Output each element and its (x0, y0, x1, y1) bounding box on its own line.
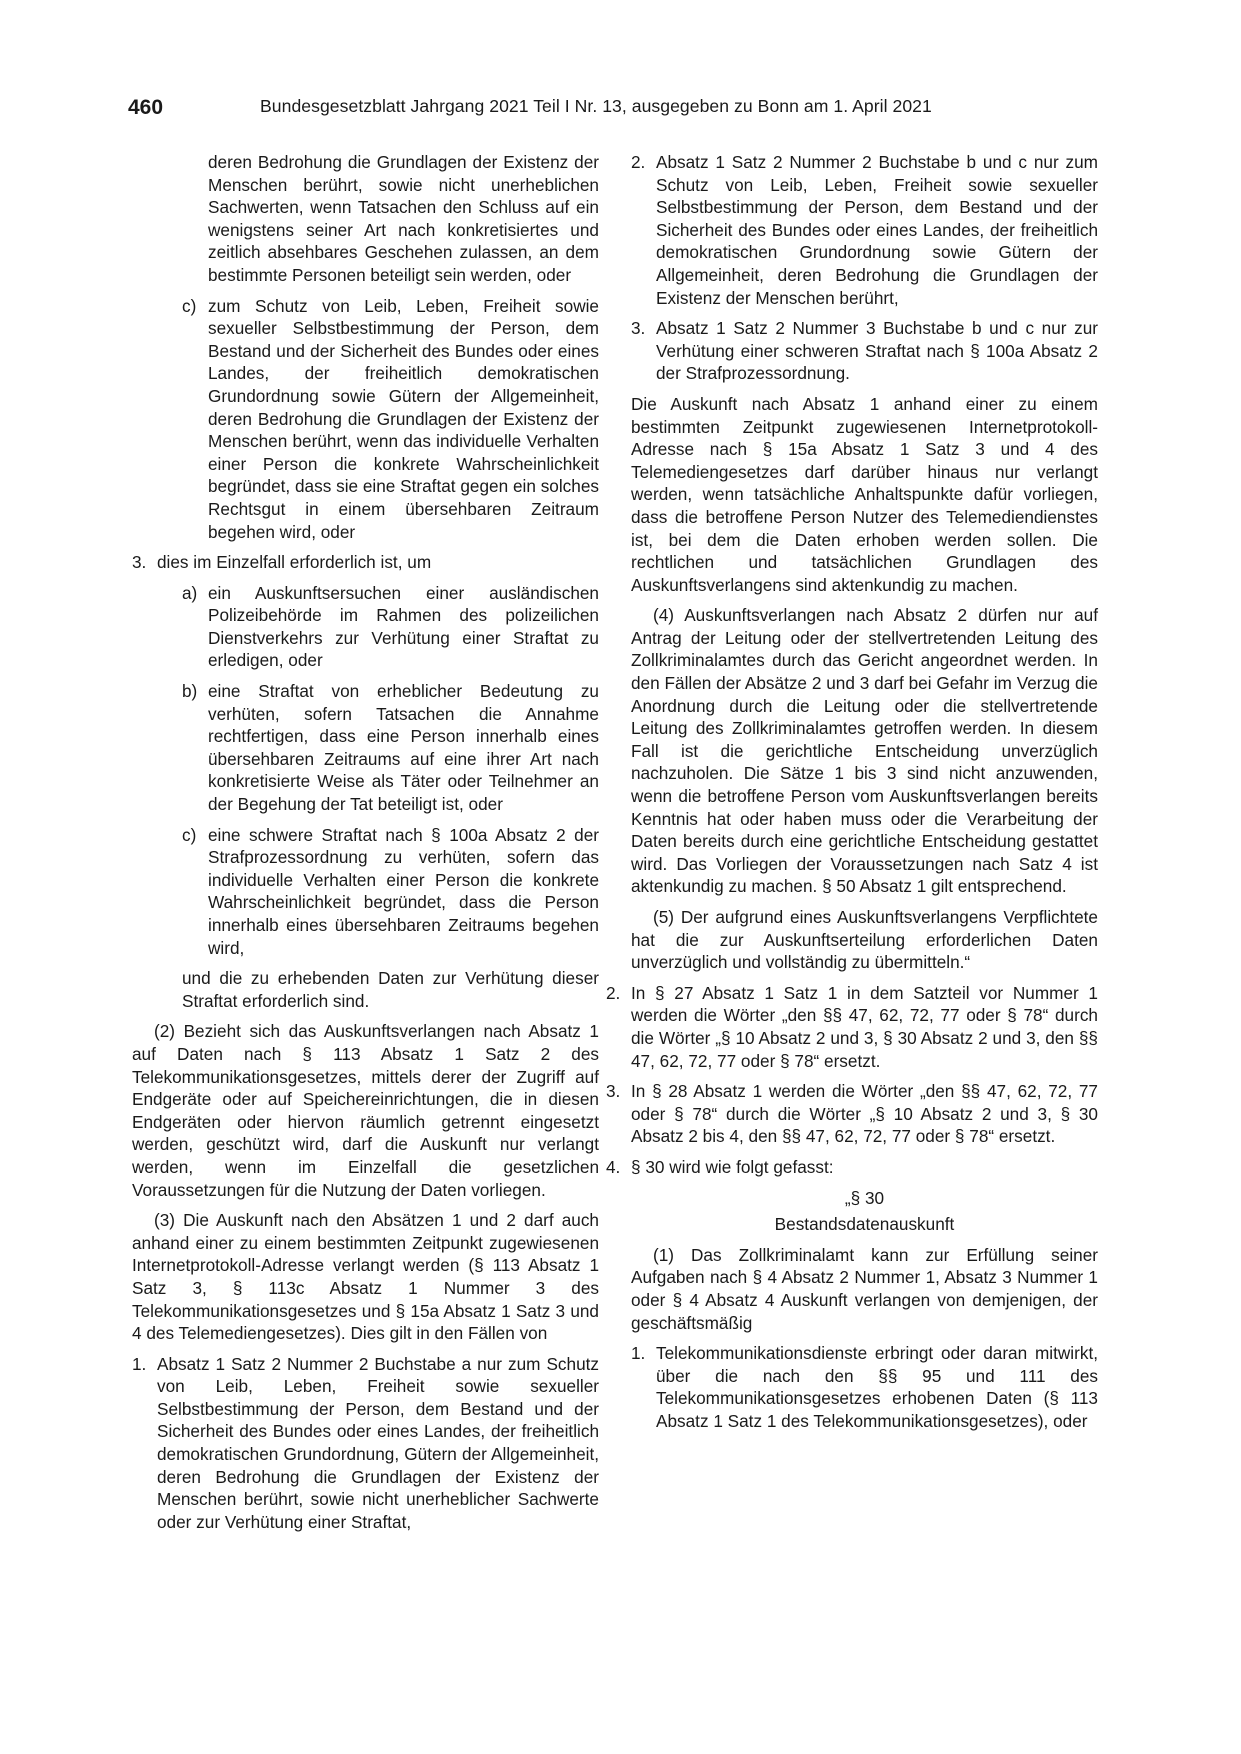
amendment-4 (606, 1156, 1098, 1179)
paragraph-ip: Die Auskunft nach Absatz 1 anhand einer zu einem bestimmten Zeitpunkt zugewiesenen Internetprotokoll-Adresse nach § 15a Absatz 1 Satz 3 und 4 des Telemediengesetzes darf darüber hinaus nur verlangt werden, wenn tatsächliche Anhaltspunkte dafür vorliegen, dass die betroffene Person Nutzer des Telemediendienstes ist, bei dem die Daten erhoben werden sollen. Die rechtlichen und tatsächlichen Grundlagen des Auskunftsverlangens sind aktenkundig zu machen. (631, 393, 1098, 595)
item-text: zum Schutz von Leib, Leben, Freiheit sowie sexueller Selbstbestimmung der Person, dem Bestand und der Sicherheit des Bundes oder eines Landes, der freiheitlich demokratischen Grundordnung sowie Gütern der Allgemeinheit, deren Bedrohung die Grundlagen der Existenz der Menschen berührt, wenn das individuelle Verhalten einer Person die konkrete Wahrscheinlichkeit begründet, dass sie eine Straftat gegen ein solches Rechtsgut in einem übersehbaren Zeitraum begehen wird, oder (208, 295, 599, 542)
case-2 (631, 151, 1098, 309)
item-label: 1. (132, 1353, 147, 1374)
item-3a (157, 582, 599, 672)
item-3 (132, 551, 599, 574)
item-label: a) (182, 582, 198, 603)
item-text: eine schwere Straftat nach § 100a Absatz 2 der Strafprozessordnung zu verhüten, sofern das individuelle Verhalten einer Person die konkrete Wahrscheinlichkeit begründet, dass die Person innerhalb eines übersehbaren Zeitraums begehen wird, (208, 824, 599, 958)
page-number: 460 (128, 96, 164, 119)
case-3 (631, 317, 1098, 385)
section-number: „§ 30 (844, 1187, 885, 1208)
case-1 (132, 1353, 599, 1534)
item-text: und die zu erhebenden Daten zur Verhütung dieser Straftat erforderlich sind. (182, 968, 599, 1011)
item-c (157, 295, 599, 544)
item-text: deren Bedrohung die Grundlagen der Existenz der Menschen berührt, sowie nicht unerheblichen Sachwerten, wenn Tatsachen den Schluss auf ein wenigstens seiner Art nach konkretisiertes und zeitlich absehbares Geschehen zulassen, an dem bestimmte Personen beteiligt sein werden, oder (208, 152, 599, 285)
item-text: § 30 wird wie folgt gefasst: (631, 1156, 834, 1177)
left-column (132, 151, 599, 1541)
page-header (128, 96, 983, 126)
item-label: 3. (132, 552, 147, 573)
item-text: eine Straftat von erheblicher Bedeutung zu verhüten, sofern Tatsachen die Annahme rechtfertigen, dass eine Person innerhalb eines übersehbaren Zeitraums auf eine ihrer Art nach konkretisierte Weise als Täter oder Teilnehmer an der Begehung der Tat beteiligt ist, oder (208, 681, 599, 815)
item-text: dies im Einzelfall erforderlich ist, um (157, 552, 432, 573)
item-text: In § 28 Absatz 1 werden die Wörter „den §§ 47, 62, 72, 77 oder § 78“ durch die Wörter „§ 10 Absatz 2 und 3, § 30 Absatz 2 bis 4, den §§ 47, 62, 72, 77 oder § 78“ ersetzt. (631, 1081, 1098, 1147)
item-3b (157, 680, 599, 816)
amendment-3 (606, 1080, 1098, 1148)
item-label: c) (182, 295, 197, 316)
item-3c (157, 824, 599, 960)
item-label: b) (182, 681, 198, 702)
item-text: Absatz 1 Satz 2 Nummer 2 Buchstabe b und c nur zum Schutz von Leib, Leben, Freiheit sowie sexueller Selbstbestimmung der Person, dem Bestand und der Sicherheit des Bundes oder eines Landes, der freiheitlich demokratischen Grundordnung sowie Gütern der Allgemeinheit, deren Bedrohung die Grundlagen der Existenz der Menschen berührt, (656, 152, 1098, 308)
section-title: Bestandsdatenauskunft (774, 1214, 955, 1235)
item-text: Absatz 1 Satz 2 Nummer 2 Buchstabe a nur zum Schutz von Leib, Leben, Freiheit sowie sexueller Selbstbestimmung der Person, dem Bestand und der Sicherheit des Bundes oder eines Landes, der freiheitlich demokratischen Grundordnung, Gütern der Allgemeinheit, deren Bedrohung die Grundlagen der Existenz der Menschen berührt, sowie nicht unerheblicher Sachwerte oder zur Verhütung einer Straftat, (157, 1353, 599, 1532)
paragraph-abs4: (4) Auskunftsverlangen nach Absatz 2 dürfen nur auf Antrag der Leitung oder der stellvertretenden Leitung des Zollkriminalamtes durch das Gericht angeordnet werden. In den Fällen der Absätze 2 und 3 darf bei Gefahr im Verzug die Anordnung durch die Leitung oder die stellvertretende Leitung des Zollkriminalamtes getroffen werden. In diesem Fall ist die gerichtliche Entscheidung unverzüglich nachzuholen. Die Sätze 1 bis 3 sind nicht anzuwenden, wenn die betroffene Person vom Auskunftsverlangen bereits Kenntnis hat oder haben muss oder die Verarbeitung der Daten bereits durch eine gerichtliche Entscheidung gestattet wird. Das Vorliegen der Voraussetzungen nach Satz 4 ist aktenkundig zu machen. § 50 Absatz 1 gilt entsprechend. (631, 605, 1098, 897)
item-text: In § 27 Absatz 1 Satz 1 in dem Satzteil vor Nummer 1 werden die Wörter „den §§ 47, 62, 72, 77 oder § 78“ durch die Wörter „§ 10 Absatz 2 und 3, § 30 Absatz 2 und 3, den §§ 47, 62, 72, 77 oder § 78“ ersetzt. (631, 982, 1098, 1071)
item-text: ein Auskunftsersuchen einer ausländischen Polizeibehörde im Rahmen des polizeilichen Dienstverkehrs zur Verhütung einer Straftat zu erledigen, oder (208, 582, 599, 671)
item-label: 1. (631, 1343, 646, 1364)
right-column (606, 151, 1098, 1440)
item-b-continuation (157, 151, 599, 287)
paragraph-s30-abs1: (1) Das Zollkriminalamt kann zur Erfüllung seiner Aufgaben nach § 4 Absatz 2 Nummer 1, Absatz 3 Nummer 1 oder § 4 Absatz 4 Auskunft verlangen von demjenigen, der geschäftsmäßig (631, 1244, 1098, 1333)
item-label: 2. (631, 152, 646, 172)
running-title: Bundesgesetzblatt Jahrgang 2021 Teil I Nr. 13, ausgegeben zu Bonn am 1. April 2021 (260, 96, 932, 116)
item-3-tail (157, 967, 599, 1012)
s30-item-1 (631, 1342, 1098, 1432)
item-label: 4. (606, 1156, 621, 1177)
item-label: 2. (606, 982, 621, 1003)
item-text: Telekommunikationsdienste erbringt oder daran mitwirkt, über die nach den §§ 95 und 111 des Telekommunikationsgesetzes erhobenen Daten (§ 113 Absatz 1 Satz 1 des Telekommunikationsgesetzes), oder (656, 1343, 1098, 1431)
paragraph-abs3: (3) Die Auskunft nach den Absätzen 1 und 2 darf auch anhand einer zu einem bestimmten Zeitpunkt zugewiesenen Internetprotokoll-Adresse verlangt werden (§ 113 Absatz 1 Satz 3, § 113c Absatz 1 Nummer 3 des Telekommunikationsgesetzes und § 15a Absatz 1 Satz 3 und 4 des Telemediengesetzes). Dies gilt in den Fällen von (132, 1210, 599, 1344)
amendment-2 (606, 982, 1098, 1072)
item-label: c) (182, 824, 197, 845)
item-text: Absatz 1 Satz 2 Nummer 3 Buchstabe b und c nur zur Verhütung einer schweren Straftat nach § 100a Absatz 2 der Strafprozessordnung. (656, 318, 1098, 384)
paragraph-abs2: (2) Bezieht sich das Auskunftsverlangen nach Absatz 1 auf Daten nach § 113 Absatz 1 Satz 2 des Telekommunikationsgesetzes, mittels derer der Zugriff auf Endgeräte oder auf Speichereinrichtungen, die in diesen Endgeräten oder hiervon räumlich getrennt eingesetzt werden, geschützt wird, darf die Auskunft nur verlangt werden, wenn im Einzelfall die gesetzlichen Voraussetzungen für die Nutzung der Daten vorliegen. (132, 1021, 599, 1200)
item-label: 3. (606, 1081, 621, 1102)
item-label: 3. (631, 318, 646, 339)
paragraph-abs5: (5) Der aufgrund eines Auskunftsverlangens Verpflichtete hat die zur Auskunftserteilung erforderlichen Daten unverzüglich und vollständig zu übermitteln.“ (631, 907, 1098, 973)
